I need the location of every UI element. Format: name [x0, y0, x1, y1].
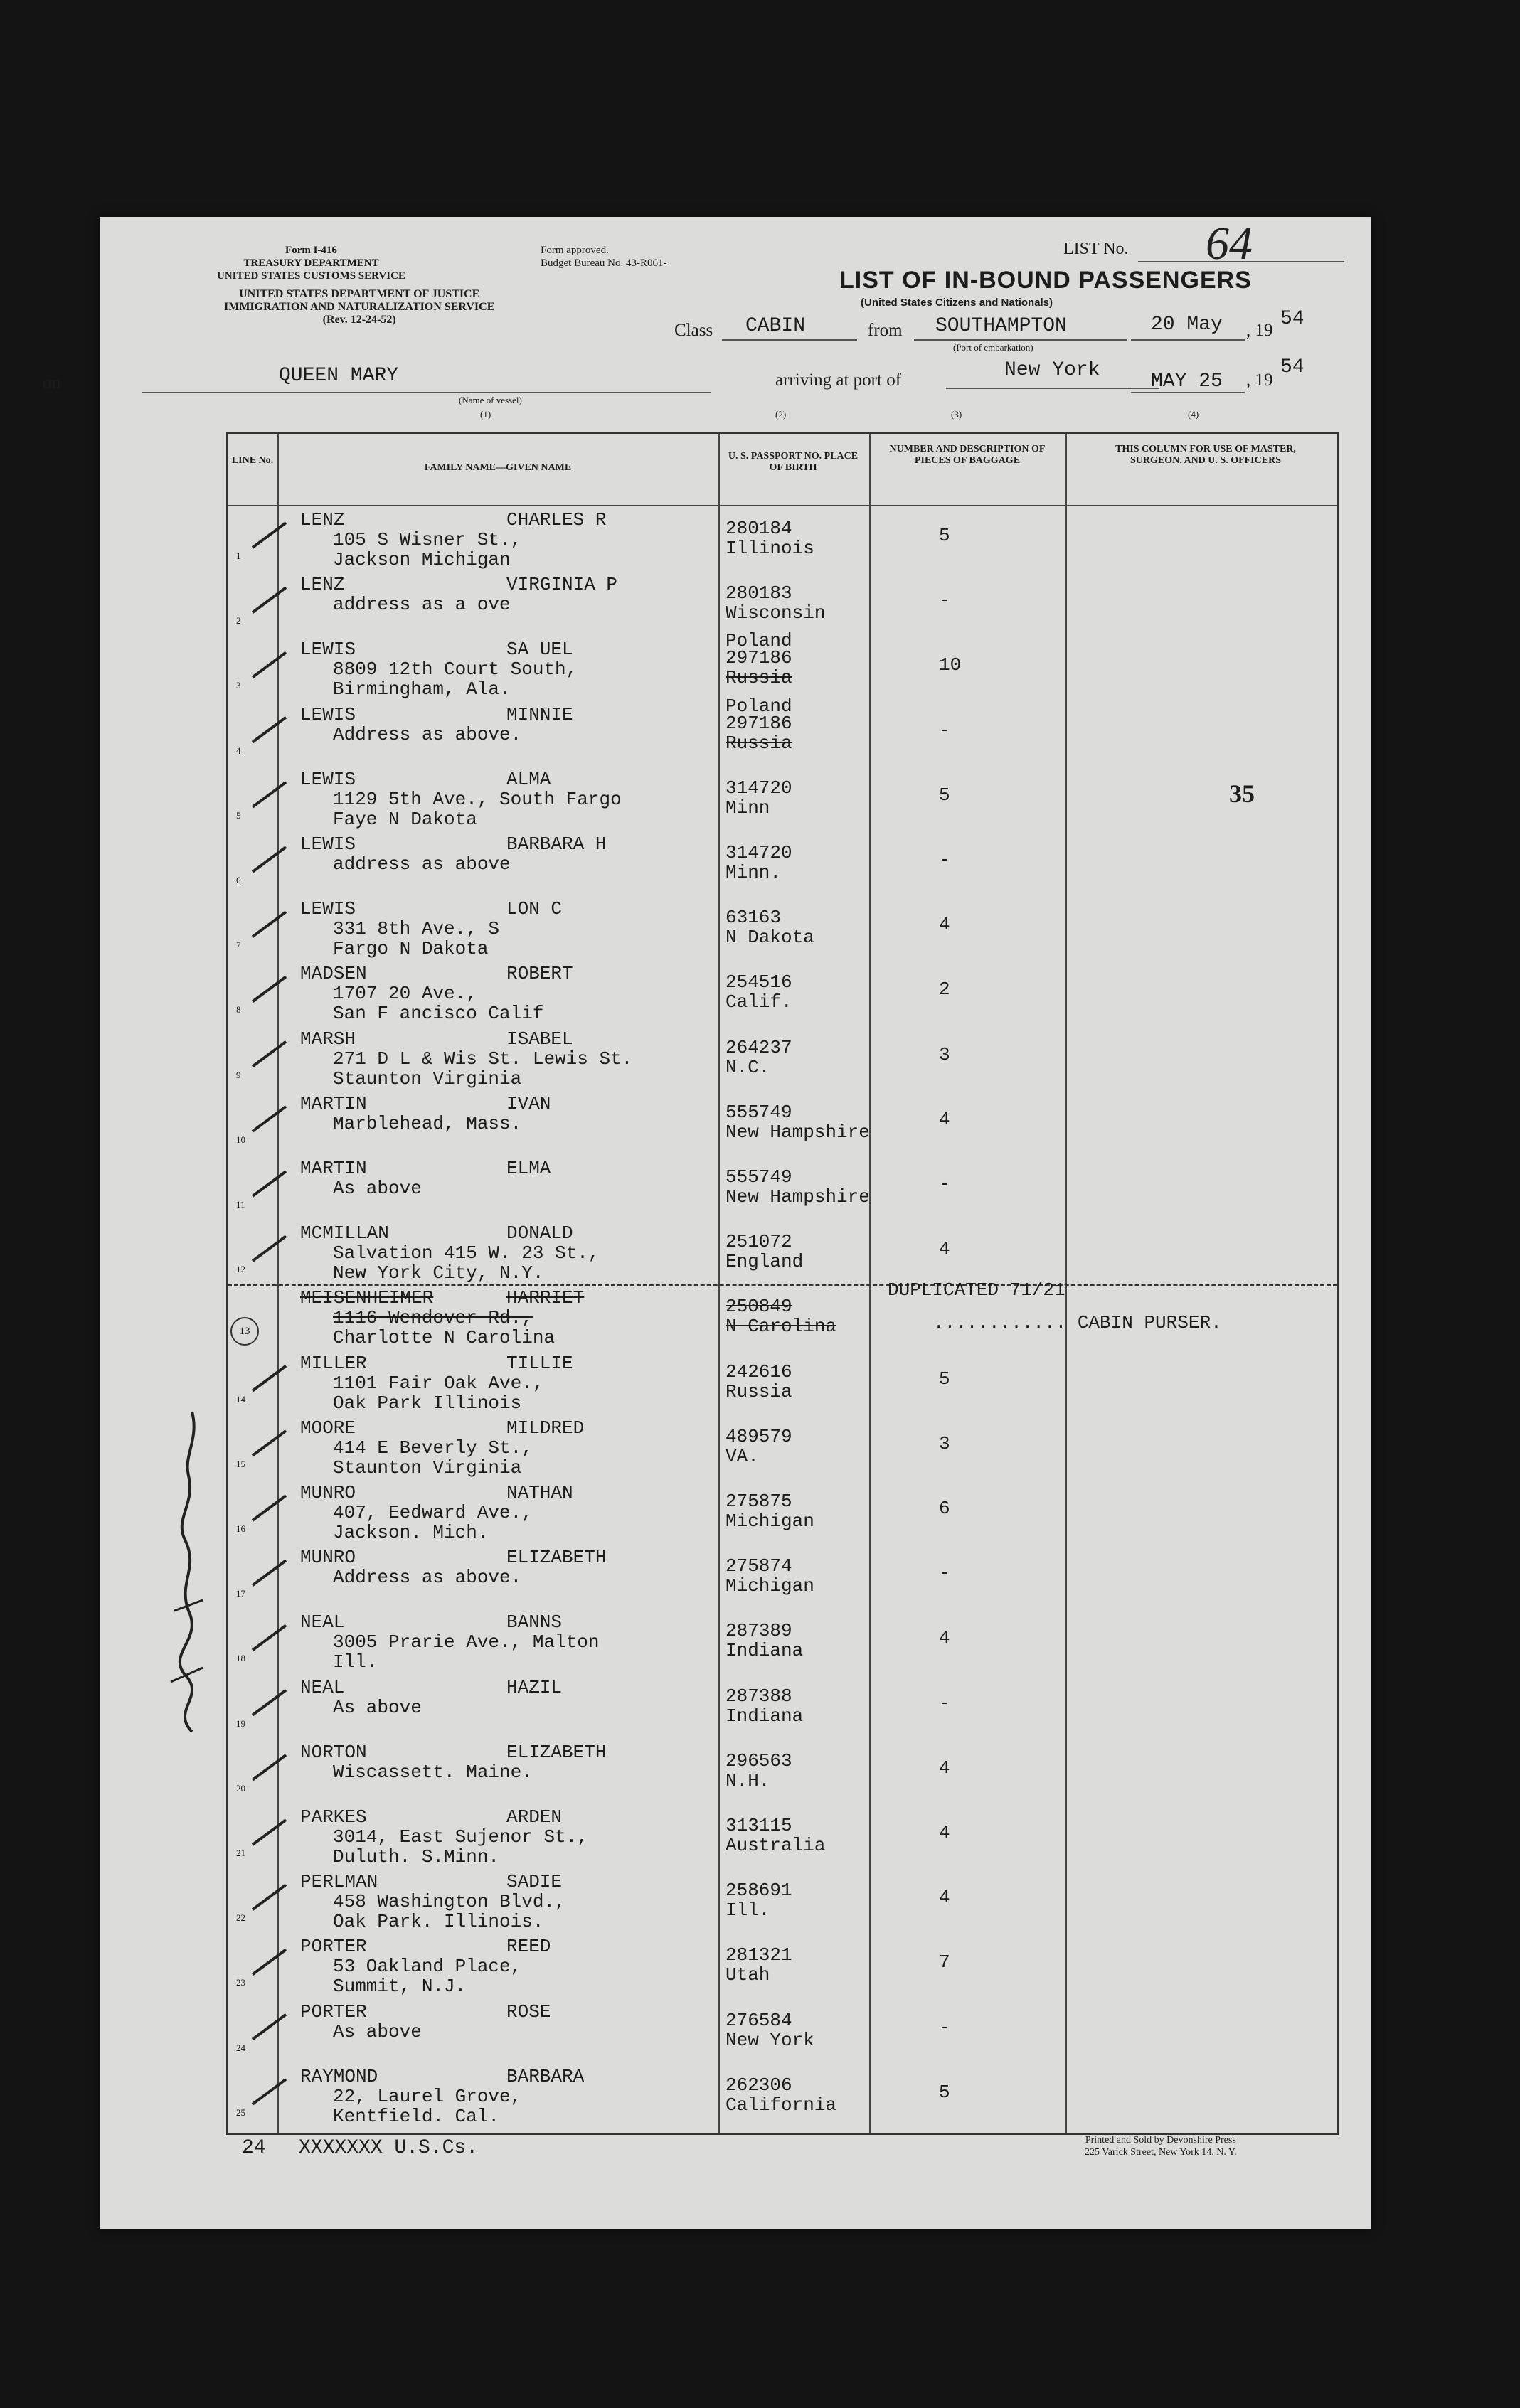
- address-line-2: Staunton Virginia: [333, 1456, 522, 1479]
- given-name: VIRGINIA P: [506, 574, 618, 596]
- footer-count: 24: [242, 2137, 266, 2159]
- baggage-count: 5: [939, 525, 950, 546]
- surname: LEWIS: [300, 833, 356, 855]
- address-line-1: 105 S Wisner St.,: [333, 529, 522, 550]
- birth-place: Russia: [726, 732, 792, 754]
- baggage-count: 4: [939, 914, 950, 936]
- tick-mark: [253, 1820, 286, 1845]
- passport-number: 262306: [726, 2074, 792, 2096]
- tick-mark: [253, 1042, 286, 1067]
- baggage-count: 4: [939, 1238, 950, 1260]
- form-approved-line: Budget Bureau No. 43-R061-: [541, 257, 667, 269]
- surname: NEAL: [300, 1611, 345, 1634]
- given-name: SA UEL: [506, 639, 573, 661]
- vessel-note: (Name of vessel): [459, 395, 522, 405]
- surname: LENZ: [300, 509, 345, 531]
- address-line-1: 458 Washington Blvd.,: [333, 1891, 566, 1913]
- baggage-count: 5: [939, 784, 950, 806]
- baggage-count: 4: [939, 1108, 950, 1130]
- given-name: BARBARA H: [506, 833, 607, 855]
- surname: MEISENHEIMER: [300, 1287, 434, 1309]
- line-number: 10: [236, 1134, 245, 1145]
- surname: MILLER: [300, 1352, 367, 1374]
- address-line-2: Jackson Michigan: [333, 549, 511, 570]
- given-name: ELIZABETH: [506, 1547, 607, 1569]
- cabin-purser-note: ............ CABIN PURSER.: [933, 1312, 1222, 1333]
- address-line-2: Staunton Virginia: [333, 1067, 522, 1090]
- line-number: 9: [236, 1069, 241, 1080]
- tick-mark: [253, 2015, 286, 2040]
- passport-number: 280183: [726, 582, 792, 604]
- form-line: Form I-416: [285, 245, 337, 256]
- doj-line: IMMIGRATION AND NATURALIZATION SERVICE: [224, 301, 495, 313]
- col-header-officers: THIS COLUMN FOR USE OF MASTER, SURGEON, AND U. S. OFFICERS: [1115, 444, 1296, 466]
- arriving-label: arriving at port of: [775, 371, 902, 390]
- address-line-1: As above: [333, 1178, 422, 1199]
- baggage-count: 7: [939, 1951, 950, 1973]
- baggage-count: 5: [939, 2081, 950, 2103]
- address-line-1: Salvation 415 W. 23 St.,: [333, 1242, 600, 1264]
- address-line-2: Summit, N.J.: [333, 1976, 467, 1998]
- printer-line: 225 Varick Street, New York 14, N. Y.: [1085, 2147, 1237, 2158]
- year-prefix-1: , 19: [1246, 321, 1273, 340]
- passport-number: 297186: [726, 647, 792, 669]
- baggage-count: 4: [939, 1822, 950, 1843]
- tick-mark: [253, 1236, 286, 1261]
- line-number: 15: [236, 1458, 245, 1469]
- tick-mark: [253, 1885, 286, 1909]
- passport-number: 258691: [726, 1880, 792, 1902]
- birth-place-pre: Poland: [726, 695, 792, 717]
- surname: LEWIS: [300, 768, 356, 790]
- address-line-1: Address as above.: [333, 1567, 522, 1589]
- tick-mark: [253, 1171, 286, 1196]
- surname: RAYMOND: [300, 2065, 378, 2087]
- printer-imprint: [1085, 2134, 1237, 2158]
- list-no-label: LIST No.: [1063, 240, 1129, 258]
- given-name: CHARLES R: [506, 509, 607, 531]
- tick-mark: [253, 1560, 286, 1585]
- baggage-count: 3: [939, 1043, 950, 1065]
- baggage-count: -: [939, 2016, 950, 2038]
- address-line-1: Address as above.: [333, 723, 522, 745]
- col-marker: (4): [1188, 409, 1199, 420]
- given-name: ARDEN: [506, 1806, 563, 1828]
- baggage-count: -: [939, 719, 950, 741]
- address-line-1: 3005 Prarie Ave., Malton: [333, 1631, 600, 1653]
- tick-mark: [253, 1107, 286, 1131]
- tick-mark: [253, 652, 286, 677]
- class-value: CABIN: [745, 315, 806, 337]
- line-number: 4: [236, 745, 241, 756]
- given-name: IVAN: [506, 1092, 551, 1114]
- birth-place: Australia: [726, 1835, 826, 1856]
- duplicated-note: DUPLICATED 71/21: [888, 1279, 1065, 1301]
- col-header-passport: U. S. PASSPORT NO. PLACE OF BIRTH: [728, 451, 859, 473]
- baggage-count: -: [939, 590, 950, 612]
- surname: PORTER: [300, 1936, 367, 1958]
- birth-place: Calif.: [726, 991, 792, 1013]
- address-line-2: Charlotte N Carolina: [333, 1327, 556, 1349]
- passport-number: 264237: [726, 1036, 792, 1058]
- birth-place: New Hampshire: [726, 1186, 870, 1208]
- departure-date: 20 May: [1151, 314, 1223, 336]
- address-line-2: Birmingham, Ala.: [333, 678, 511, 700]
- class-label: Class: [674, 321, 713, 340]
- birth-place: Illinois: [726, 538, 814, 559]
- given-name: MILDRED: [506, 1417, 585, 1439]
- vessel-name: QUEEN MARY: [279, 365, 399, 387]
- tick-mark: [253, 782, 286, 807]
- col-marker: (1): [480, 409, 491, 420]
- officer-count-35: 35: [1229, 779, 1255, 808]
- tick-mark: [253, 1949, 286, 1974]
- birth-place: N.H.: [726, 1769, 770, 1791]
- form-line: TREASURY DEPARTMENT: [243, 257, 379, 269]
- address-line-1: 1116 Wendover Rd.,: [333, 1307, 533, 1329]
- surname: NORTON: [300, 1741, 367, 1763]
- birth-place: N Carolina: [726, 1316, 837, 1338]
- passport-number: 251072: [726, 1231, 792, 1253]
- surname: LEWIS: [300, 703, 356, 725]
- birth-place: N Dakota: [726, 927, 814, 949]
- given-name: SADIE: [506, 1871, 563, 1893]
- surname: MARSH: [300, 1028, 356, 1050]
- address-line-2: Ill.: [333, 1651, 378, 1673]
- tick-mark: [253, 847, 286, 872]
- given-name: ROBERT: [506, 963, 573, 985]
- baggage-count: 4: [939, 1757, 950, 1779]
- baggage-count: -: [939, 1692, 950, 1714]
- surname: MOORE: [300, 1417, 356, 1439]
- line-number: 19: [236, 1717, 245, 1729]
- line-number: 17: [236, 1588, 245, 1599]
- birth-place: New York: [726, 2029, 814, 2051]
- passport-number: 313115: [726, 1815, 792, 1836]
- tick-mark: [253, 1690, 286, 1715]
- surname: LENZ: [300, 574, 345, 596]
- address-line-1: As above: [333, 1696, 422, 1718]
- line-number: 12: [236, 1264, 245, 1275]
- passport-number: 314720: [726, 842, 792, 863]
- line-number: 22: [236, 1912, 245, 1924]
- given-name: ELMA: [506, 1158, 551, 1179]
- port-embarkation-note: (Port of embarkation): [953, 342, 1033, 353]
- passport-number: 489579: [726, 1425, 792, 1447]
- page-title: LIST OF IN-BOUND PASSENGERS: [839, 267, 1252, 294]
- given-name: DONALD: [506, 1222, 573, 1245]
- year-suffix-1: 54: [1280, 308, 1304, 330]
- address-line-1: 331 8th Ave., S: [333, 918, 500, 940]
- given-name: HARRIET: [506, 1287, 585, 1309]
- passport-number: 280184: [726, 518, 792, 539]
- address-line-1: 1101 Fair Oak Ave.,: [333, 1372, 544, 1394]
- address-line-2: New York City, N.Y.: [333, 1262, 544, 1284]
- col-header-name: FAMILY NAME—GIVEN NAME: [424, 462, 572, 473]
- line-number: 7: [236, 939, 241, 951]
- address-line-2: Oak Park Illinois: [333, 1392, 522, 1414]
- address-line-1: 1129 5th Ave., South Fargo: [333, 788, 622, 810]
- doj-line: (Rev. 12-24-52): [322, 314, 396, 326]
- year-suffix-2: 54: [1280, 356, 1304, 378]
- passport-number: 275875: [726, 1491, 792, 1512]
- printer-line: Printed and Sold by Devonshire Press: [1085, 2135, 1236, 2146]
- line-number: 25: [236, 2106, 245, 2118]
- given-name: ISABEL: [506, 1028, 573, 1050]
- surname: LEWIS: [300, 639, 356, 661]
- tick-marks: [100, 217, 1371, 2229]
- col-header-line-no: LINE No.: [231, 455, 274, 466]
- surname: MUNRO: [300, 1482, 356, 1503]
- arrival-port: New York: [1004, 359, 1100, 381]
- surname: PERLMAN: [300, 1871, 378, 1893]
- birth-place: Russia: [726, 667, 792, 689]
- passport-number: 276584: [726, 2009, 792, 2031]
- line-number: 5: [236, 809, 241, 821]
- given-name: ELIZABETH: [506, 1741, 607, 1763]
- address-line-1: 3014, East Sujenor St.,: [333, 1826, 588, 1848]
- given-name: NATHAN: [506, 1482, 573, 1503]
- birth-place: N.C.: [726, 1056, 770, 1078]
- col-header-baggage: NUMBER AND DESCRIPTION OF PIECES OF BAGGAGE: [889, 444, 1046, 466]
- address-line-1: address as above: [333, 853, 511, 875]
- baggage-count: -: [939, 1173, 950, 1195]
- address-line-1: 8809 12th Court South,: [333, 659, 578, 681]
- line-number: 6: [236, 875, 241, 885]
- arrival-date: MAY 25: [1151, 371, 1223, 393]
- year-prefix-2: , 19: [1246, 371, 1273, 390]
- form-line: UNITED STATES CUSTOMS SERVICE: [217, 270, 405, 282]
- surname: MADSEN: [300, 963, 367, 985]
- address-line-2: Oak Park. Illinois.: [333, 1911, 544, 1933]
- baggage-count: 4: [939, 1627, 950, 1649]
- line-number: 1: [236, 550, 241, 561]
- given-name: ROSE: [506, 2001, 551, 2023]
- address-line-1: Marblehead, Mass.: [333, 1112, 522, 1134]
- given-name: LON C: [506, 898, 563, 920]
- passport-number: 63163: [726, 907, 782, 929]
- birth-place: Minn.: [726, 862, 782, 883]
- birth-place: Utah: [726, 1964, 770, 1986]
- passport-number: 242616: [726, 1360, 792, 1383]
- passport-number: 250849: [726, 1296, 792, 1318]
- surname: MUNRO: [300, 1547, 356, 1569]
- given-name: TILLIE: [506, 1352, 573, 1374]
- line-number: 24: [236, 2042, 245, 2053]
- given-name: BANNS: [506, 1611, 563, 1634]
- birth-place: Indiana: [726, 1705, 804, 1727]
- from-label: from: [868, 321, 903, 340]
- passport-number: 314720: [726, 777, 792, 799]
- line-number: 11: [236, 1199, 245, 1210]
- passport-number: 275874: [726, 1555, 792, 1577]
- surname: MARTIN: [300, 1092, 367, 1114]
- page-subtitle: (United States Citizens and Nationals): [861, 297, 1053, 309]
- passport-number: 281321: [726, 1944, 792, 1966]
- given-name: BARBARA: [506, 2065, 585, 2087]
- address-line-1: 1707 20 Ave.,: [333, 983, 477, 1005]
- address-line-1: Wiscassett. Maine.: [333, 1761, 533, 1783]
- address-line-1: 53 Oakland Place,: [333, 1956, 522, 1978]
- birth-place: VA.: [726, 1445, 759, 1467]
- given-name: ALMA: [506, 768, 551, 790]
- passport-number: 555749: [726, 1166, 792, 1188]
- address-line-1: address as a ove: [333, 594, 511, 616]
- line-number: 20: [236, 1782, 245, 1794]
- passport-number: 297186: [726, 712, 792, 734]
- birth-place: Russia: [726, 1380, 792, 1402]
- given-name: MINNIE: [506, 703, 573, 725]
- baggage-count: 4: [939, 1887, 950, 1909]
- given-name: HAZIL: [506, 1676, 563, 1698]
- address-line-1: 407, Eedward Ave.,: [333, 1502, 533, 1523]
- passport-number: 296563: [726, 1749, 792, 1772]
- address-line-2: Duluth. S.Minn.: [333, 1846, 500, 1868]
- from-value: SOUTHAMPTON: [935, 315, 1067, 337]
- line-number: 2: [236, 615, 241, 627]
- manifest-page: [43, 217, 1371, 2229]
- tick-mark: [253, 1431, 286, 1456]
- tick-mark: [253, 912, 286, 937]
- surname: MCMILLAN: [300, 1222, 389, 1245]
- line-number: 3: [236, 680, 241, 691]
- col-marker: (2): [775, 409, 787, 420]
- doj-line: UNITED STATES DEPARTMENT OF JUSTICE: [239, 288, 480, 300]
- footer-text: XXXXXXX U.S.Cs.: [299, 2137, 479, 2159]
- address-line-2: Faye N Dakota: [333, 808, 477, 830]
- line-number: 16: [236, 1523, 245, 1534]
- address-line-2: San F ancisco Calif: [333, 1003, 544, 1025]
- birth-place-pre: Poland: [726, 630, 792, 652]
- tick-mark: [253, 587, 286, 612]
- surname: MARTIN: [300, 1158, 367, 1179]
- address-line-1: 22, Laurel Grove,: [333, 2085, 522, 2107]
- line-number: 18: [236, 1653, 245, 1664]
- address-line-1: 414 E Beverly St.,: [333, 1437, 533, 1459]
- baggage-count: 6: [939, 1498, 950, 1519]
- passport-number: 254516: [726, 971, 792, 993]
- line-number: 23: [236, 1977, 245, 1988]
- surname: LEWIS: [300, 898, 356, 920]
- passport-number: 287389: [726, 1620, 792, 1642]
- passport-number: 287388: [726, 1685, 792, 1707]
- line-number: 13: [230, 1317, 259, 1346]
- passport-number: 555749: [726, 1101, 792, 1123]
- birth-place: California: [726, 2094, 837, 2116]
- surname: PORTER: [300, 2001, 367, 2023]
- address-line-2: Kentfield. Cal.: [333, 2105, 500, 2127]
- birth-place: Michigan: [726, 1575, 814, 1597]
- address-line-1: 271 D L & Wis St. Lewis St.: [333, 1048, 633, 1070]
- baggage-count: 10: [939, 654, 962, 676]
- birth-place: Indiana: [726, 1640, 804, 1662]
- baggage-count: -: [939, 1562, 950, 1584]
- address-line-2: Jackson. Mich.: [333, 1522, 489, 1543]
- surname: NEAL: [300, 1676, 345, 1698]
- birth-place: Michigan: [726, 1511, 814, 1532]
- birth-place: England: [726, 1251, 804, 1273]
- birth-place: Wisconsin: [726, 602, 826, 624]
- col-marker: (3): [951, 409, 962, 420]
- birth-place: New Hampshire: [726, 1121, 870, 1143]
- line-number: 8: [236, 1004, 241, 1016]
- given-name: REED: [506, 1936, 551, 1958]
- address-line-2: Fargo N Dakota: [333, 938, 489, 960]
- birth-place: Minn: [726, 797, 770, 819]
- on-label: on: [43, 373, 60, 393]
- baggage-count: 5: [939, 1368, 950, 1390]
- birth-place: Ill.: [726, 1900, 770, 1922]
- baggage-count: -: [939, 849, 950, 870]
- baggage-count: 3: [939, 1432, 950, 1454]
- tick-mark: [253, 1366, 286, 1391]
- list-no-value: 64: [1206, 218, 1253, 270]
- tick-mark: [253, 523, 286, 548]
- tick-mark: [253, 2079, 286, 2104]
- tick-mark: [253, 1496, 286, 1520]
- tick-mark: [253, 718, 286, 742]
- surname: PARKES: [300, 1806, 367, 1828]
- tick-mark: [253, 976, 286, 1001]
- tick-mark: [253, 1625, 286, 1650]
- line-number: 14: [236, 1393, 245, 1405]
- baggage-count: 2: [939, 979, 950, 1001]
- tick-mark: [253, 1755, 286, 1780]
- address-line-1: As above: [333, 2020, 422, 2042]
- form-approved-line: Form approved.: [541, 245, 609, 256]
- line-number: 21: [236, 1848, 245, 1858]
